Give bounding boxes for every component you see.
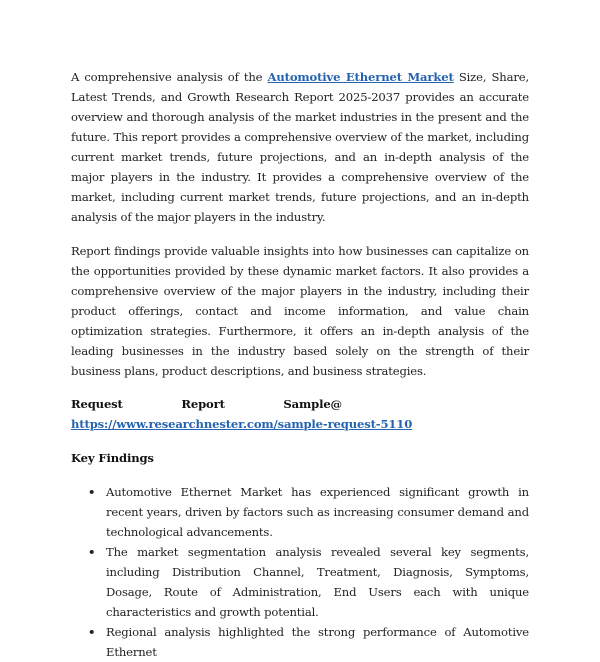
list-item <box>71 622 529 662</box>
key-findings-list <box>71 482 529 662</box>
document-page <box>71 67 529 662</box>
list-item <box>71 482 529 542</box>
automotive-ethernet-market-link[interactable]: Automotive Ethernet Market <box>267 70 454 84</box>
intro-paragraph <box>71 67 529 227</box>
intro-prefix: A comprehensive analysis of the <box>71 70 268 84</box>
bullet-icon: • <box>88 625 96 639</box>
key-findings-heading: Key Findings <box>71 451 154 465</box>
list-item-text: Regional analysis highlighted the strong performance of Automotive Ethernet <box>106 625 529 659</box>
list-item-text: The market segmentation analysis revealed several key segments, including Distribution Channel, Treatment, Diagnosis, Symptoms, Dosage, Route of Administration, End Users each with unique characteristics and growth potential. <box>106 545 529 619</box>
request-sample-label: Request Report Sample@ <box>71 397 342 411</box>
list-item <box>71 542 529 622</box>
report-findings-paragraph: Report findings provide valuable insights into how businesses can capitalize on the opportunities provided by these dynamic market factors. It also provides a comprehensive overview of the major players in the industry, including their product offerings, contact and income information, and value chain optimization strategies. Furthermore, it offers an in-depth analysis of the leading businesses in the industry based solely on the strength of their business plans, product descriptions, and business strategies. <box>71 244 529 378</box>
intro-suffix: Size, Share, Latest Trends, and Growth Research Report 2025-2037 provides an accurate overview and thorough analysis of the market industries in the present and the future. This report provides a comprehensive overview of the market, including current market trends, future projections, and an in-depth analysis of the major players in the industry. It provides a comprehensive overview of the market, including current market trends, future projections, and an in-depth analysis of the major players in the industry. <box>71 70 530 224</box>
sample-request-link[interactable]: https://www.researchnester.com/sample-request-5110 <box>71 417 413 431</box>
request-sample-line <box>71 394 529 434</box>
bullet-icon: • <box>88 485 96 499</box>
list-item-text: Automotive Ethernet Market has experienced significant growth in recent years, driven by factors such as increasing consumer demand and technological advancements. <box>106 485 529 539</box>
bullet-icon: • <box>88 545 96 559</box>
